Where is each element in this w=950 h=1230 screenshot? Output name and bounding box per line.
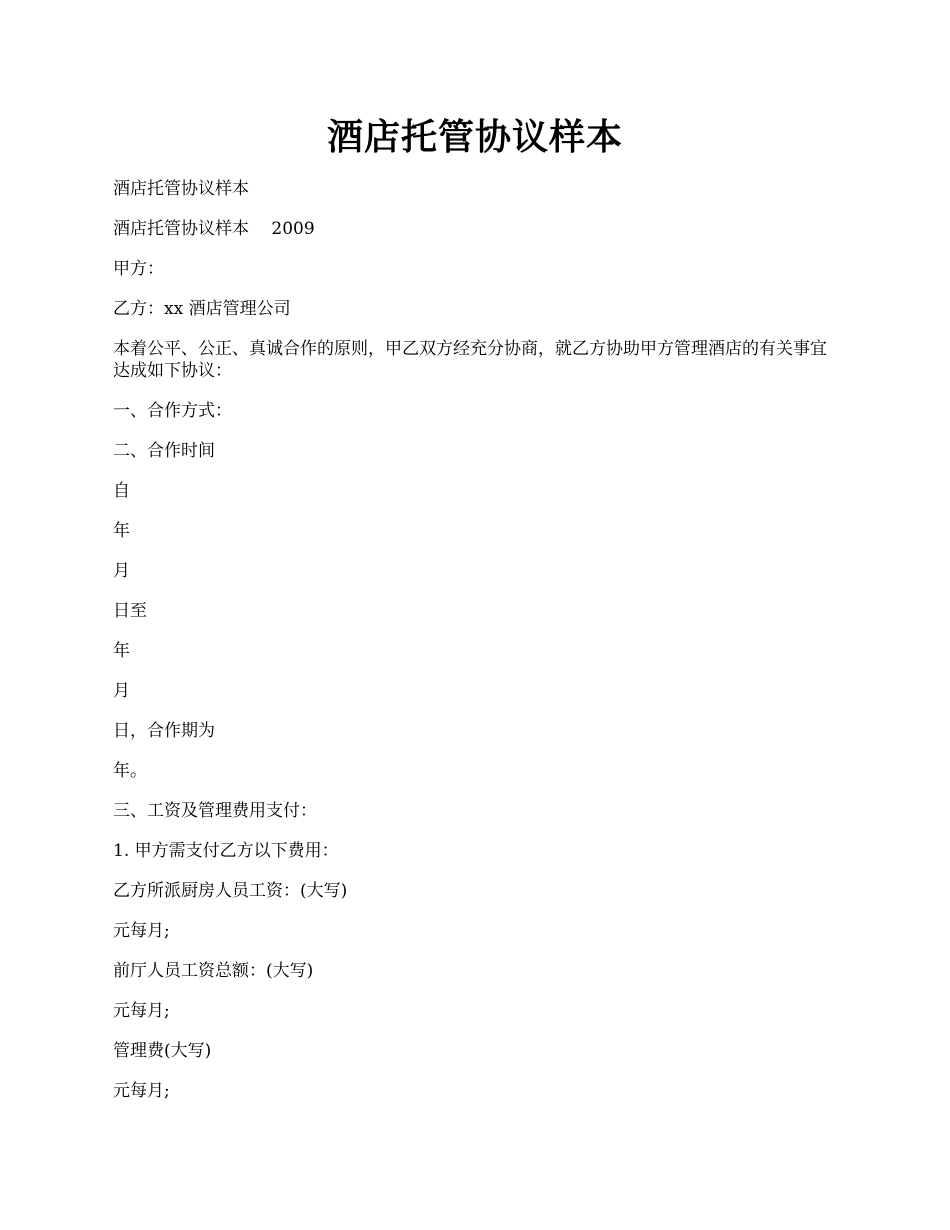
paragraph: 年 <box>113 641 130 661</box>
paragraph: 三、工资及管理费用支付： <box>113 801 317 821</box>
paragraph: 1. 甲方需支付乙方以下费用： <box>113 841 339 861</box>
paragraph: 二、合作时间 <box>113 441 215 461</box>
document-title: 酒店托管协议样本 <box>326 116 623 158</box>
paragraph: 月 <box>113 561 130 581</box>
paragraph: 乙方：xx 酒店管理公司 <box>113 299 291 319</box>
paragraph: 元每月; <box>113 921 170 941</box>
paragraph: 一、合作方式： <box>113 401 232 421</box>
paragraph: 酒店托管协议样本 2009 <box>113 219 315 239</box>
paragraph: 年。 <box>113 761 147 781</box>
paragraph: 本着公平、公正、真诚合作的原则，甲乙双方经充分协商，就乙方协助甲方管理酒店的有关事宜达成如下协议： <box>113 339 827 381</box>
paragraph: 日至 <box>113 601 147 621</box>
paragraph: 乙方所派厨房人员工资：(大写) <box>113 881 348 901</box>
paragraph: 甲方： <box>113 259 164 279</box>
paragraph: 酒店托管协议样本 <box>113 179 249 199</box>
document-body <box>113 178 843 1120</box>
paragraph: 年 <box>113 521 130 541</box>
paragraph: 日，合作期为 <box>113 721 215 741</box>
paragraph: 自 <box>113 481 130 501</box>
paragraph: 元每月; <box>113 1001 170 1021</box>
paragraph: 月 <box>113 681 130 701</box>
paragraph: 前厅人员工资总额：(大写) <box>113 961 314 981</box>
paragraph: 管理费(大写) <box>113 1041 212 1061</box>
paragraph: 元每月; <box>113 1081 170 1101</box>
